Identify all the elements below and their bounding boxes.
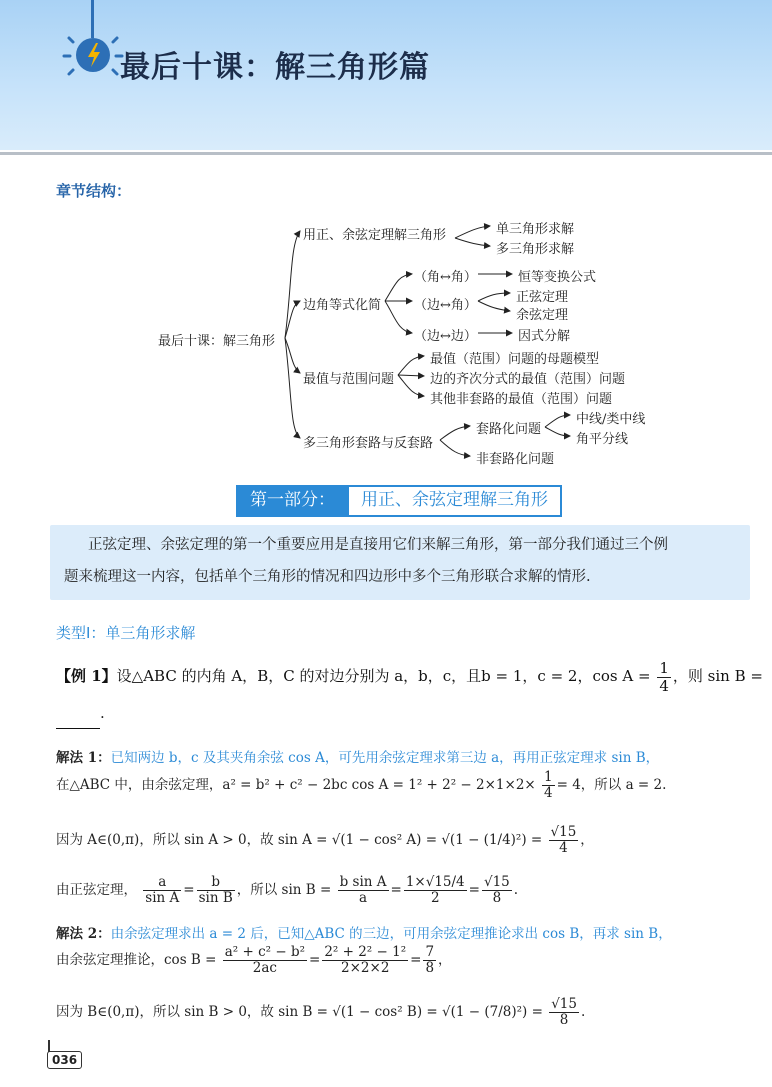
tree-leaf-2b1: 正弦定理 (516, 290, 569, 305)
solution-2-hint-line (56, 922, 672, 942)
tree-leaf-3a: 最值（范围）问题的母题模型 (430, 352, 600, 367)
page-title: 最后十课：解三角形篇 (120, 50, 430, 85)
solution-1-line-4: 由正弦定理， $\frac{a}{\text{sin A}}$ = $\frac{b}{\text{sin B}}$ ，所以 sin B = $\frac{\text{b sin A}}{a}$ = $\frac{1\times√15/4}{2}$ = $\frac{√15}{8}$ . (56, 874, 519, 906)
tree-node-2c: （边↔边） (414, 329, 477, 344)
tree-leaf-1a: 单三角形求解 (496, 222, 575, 237)
tree-leaf-2c1: 因式分解 (518, 329, 571, 344)
example-tag: 【例 1】 (56, 667, 117, 685)
answer-blank (56, 710, 100, 729)
part-banner (236, 485, 562, 517)
tree-leaf-2b2: 余弦定理 (516, 308, 569, 323)
tree-leaf-1b: 多三角形求解 (496, 242, 575, 257)
solution-2-line-2: 由余弦定理推论，cos B = $\frac{\text{a² + c² − b²}}{2ac}$ = $\frac{\text{2² + 2² − 1²}}{2\times 2\times 2}$ = $\frac{7}{8}$ ， (56, 944, 452, 976)
solution-1-line-3: 因为 A∈(0,π)，所以 sin A > 0，故 sin A = √(1 − cos² A) = √(1 − (1/4)²) = $\frac{√15}{4}$ ， (56, 824, 594, 856)
solution-1-line-2: 在△ABC 中，由余弦定理，a² = b² + c² − 2bc cos A = 1² + 2² − 2×1×2× $\frac{1}{4}$ = 4，所以 a = 2. (56, 769, 667, 801)
example-1 (56, 660, 763, 694)
part-label: 第一部分： (238, 487, 347, 515)
solution-2-line-3: 因为 B∈(0,π)，所以 sin B > 0，故 sin B = √(1 − cos² B) = √(1 − (7/8)²) = $\frac{√15}{8}$ . (56, 996, 586, 1028)
tree-node-4a: 套路化问题 (476, 422, 542, 437)
rays-icon (60, 30, 126, 82)
tree-leaf-3c: 其他非套路的最值（范围）问题 (430, 392, 613, 407)
page-number: 036 (47, 1051, 82, 1069)
tree-leaf-4a1: 中线/类中线 (576, 412, 646, 427)
part-title: 用正、余弦定理解三角形 (347, 487, 560, 515)
solution-1-hint-line (56, 746, 659, 766)
example-frac: $\frac{1}{4}$ (659, 659, 669, 695)
solution-2-hint: 由余弦定理求出 a = 2 后，已知△ABC 的三边，可用余弦定理推论求出 cos B，再求 sin B， (110, 926, 672, 942)
tree-node-2b: （边↔角） (414, 298, 477, 313)
section-label: 章节结构： (56, 182, 132, 200)
tree-leaf-4b: 非套路化问题 (476, 452, 555, 467)
solution-1-label: 解法 1： (56, 750, 111, 766)
intro-line-2: 题来梳理这一内容，包括单个三角形的情况和四边形中多个三角形联合求解的情形. (64, 569, 591, 585)
solution-1-hint: 已知两边 b，c 及其夹角余弦 cos A，可先用余弦定理求第三边 a，再用正弦定理求 sin B， (110, 750, 660, 766)
tree-root: 最后十课：解三角形 (158, 334, 276, 349)
tree-leaf-3b: 边的齐次分式的最值（范围）问题 (430, 372, 626, 387)
tree-leaf-2a1: 恒等变换公式 (518, 270, 597, 285)
tree-branch-3: 最值与范围问题 (303, 372, 395, 387)
example-text: 设△ABC 的内角 A，B，C 的对边分别为 a，b，c，且b = 1，c = 2，cos A = (116, 667, 651, 685)
intro-line-1: 正弦定理、余弦定理的第一个重要应用是直接用它们来解三角形，第一部分我们通过三个例 (88, 537, 668, 553)
tree-branch-1: 用正、余弦定理解三角形 (303, 228, 447, 243)
intro-box (50, 525, 750, 600)
tree-node-2a: （角↔角） (414, 270, 477, 285)
tree-leaf-4a2: 角平分线 (576, 432, 629, 447)
tree-branch-2: 边角等式化简 (303, 298, 382, 313)
header-divider (0, 152, 772, 155)
solution-2-label: 解法 2： (56, 926, 111, 942)
tree-branch-4: 多三角形套路与反套路 (303, 436, 434, 451)
example-tail: ，则 sin B = (672, 667, 763, 685)
type-heading: 类型Ⅰ：单三角形求解 (56, 624, 196, 642)
